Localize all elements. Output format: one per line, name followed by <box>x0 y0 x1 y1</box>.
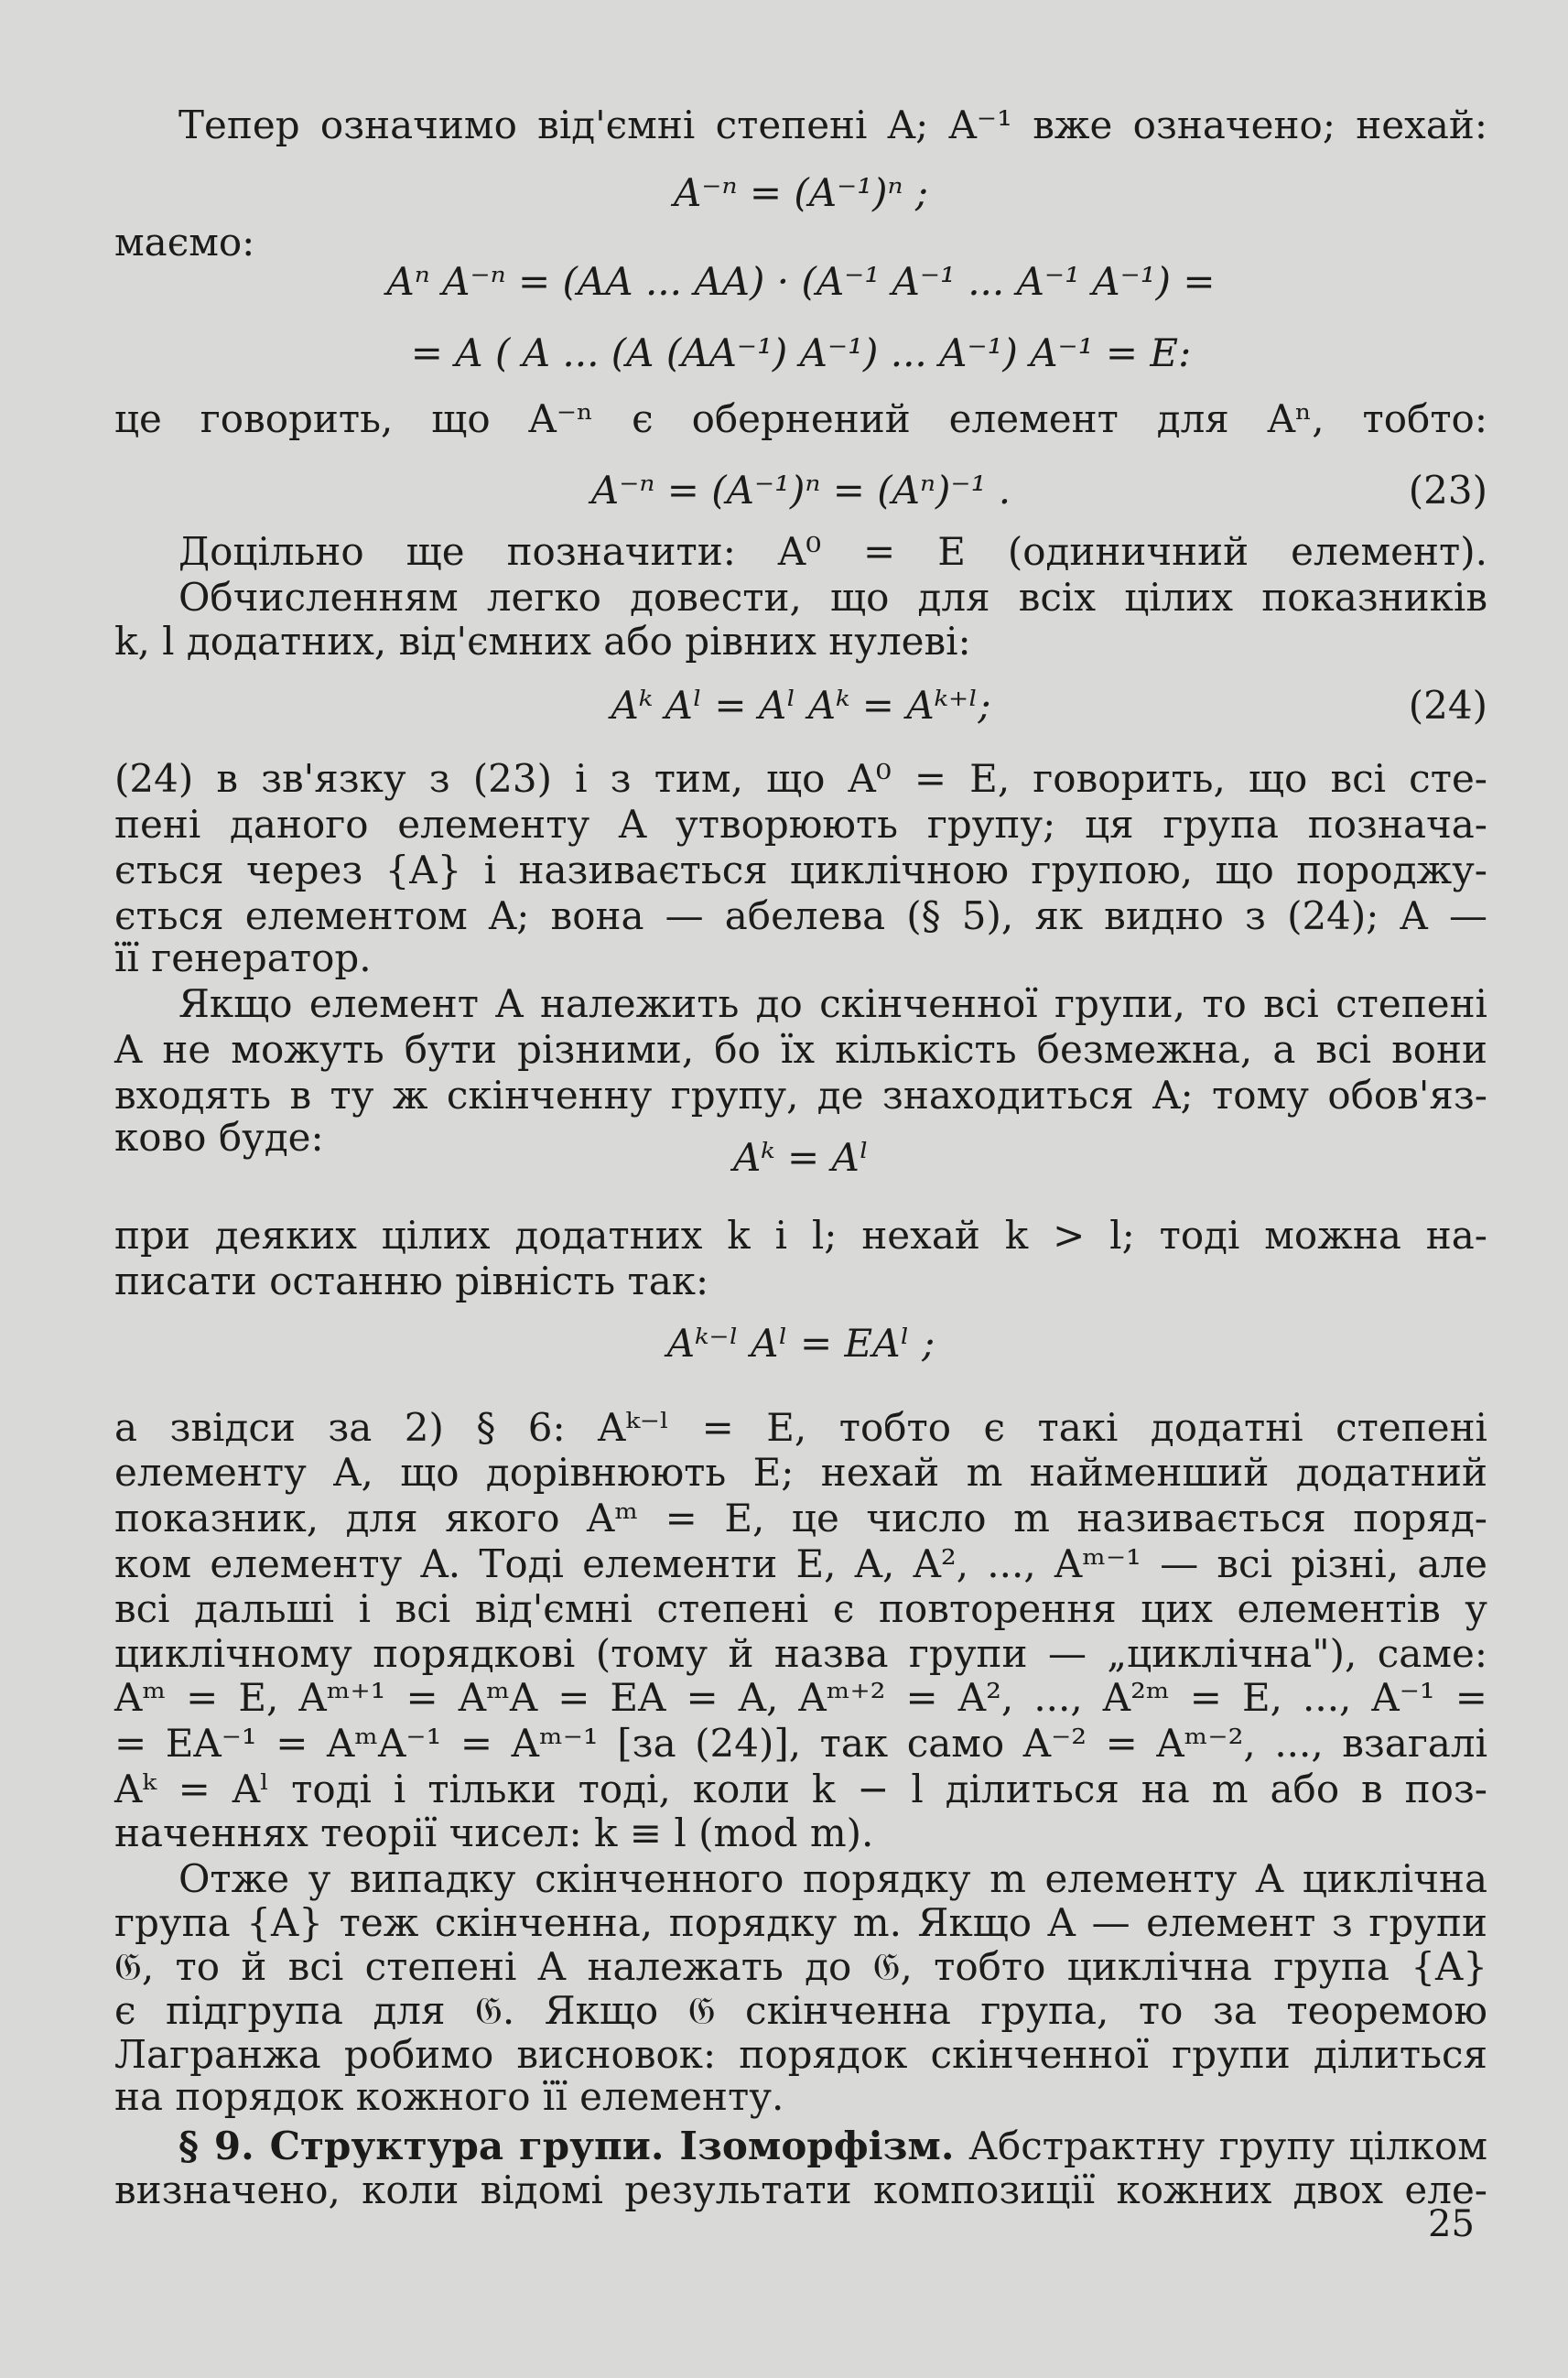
text-line: її генератор. <box>114 935 372 980</box>
text-line: ється через {A} і називається циклічною групою, що породжу- <box>114 848 1487 892</box>
section-heading-continuation: Абстрактну групу цілком <box>954 2124 1488 2168</box>
text-line: група {A} теж скінченна, порядку m. Якщо A — елемент з групи <box>114 1900 1487 1945</box>
formula-line: A⁻ⁿ = (A⁻¹)ⁿ = (Aⁿ)⁻¹ . <box>590 468 1011 513</box>
text-line: є підгрупа для 𝔊. Якщо 𝔊 скінченна група, то за теоремою <box>114 1988 1487 2033</box>
text-line: = EA⁻¹ = AᵐA⁻¹ = Aᵐ⁻¹ [за (24)], так само A⁻² = Aᵐ⁻², ..., взагалі <box>114 1721 1487 1766</box>
text-line: маємо: <box>114 220 255 265</box>
text-line: всі дальші і всі від'ємні степені є повторення цих елементів у <box>114 1586 1487 1631</box>
text-line: k, l додатних, від'ємних або рівних нулеві: <box>114 619 971 664</box>
text-line: визначено, коли відомі результати композиції кожних двох еле- <box>114 2167 1487 2212</box>
equation-number: (23) <box>1408 468 1487 513</box>
formula-line: Aᵏ Aˡ = Aˡ Aᵏ = Aᵏ⁺ˡ; <box>611 683 991 728</box>
text-line: писати останню рівність так: <box>114 1259 709 1303</box>
formula-line: Aᵏ = Aˡ <box>732 1135 870 1180</box>
text-line: Aᵐ = E, Aᵐ⁺¹ = AᵐA = EA = A, Aᵐ⁺² = A², ..., A²ᵐ = E, ..., A⁻¹ = <box>114 1675 1487 1720</box>
text-line: Aᵏ = Aˡ тоді і тільки тоді, коли k − l ділиться на m або в поз- <box>114 1767 1487 1811</box>
text-line: ється елементом A; вона — абелева (§ 5), як видно з (24); A — <box>114 893 1487 938</box>
text-line: 𝔊, то й всі степені A належать до 𝔊, тобто циклічна група {A} <box>114 1944 1487 1989</box>
text-line: наченнях теорії чисел: k ≡ l (mod m). <box>114 1811 874 1855</box>
text-line: Отже у випадку скінченного порядку m елементу A циклічна <box>178 1856 1487 1901</box>
text-line: при деяких цілих додатних k і l; нехай k > l; тоді можна на- <box>114 1213 1487 1258</box>
text-line: пені даного елементу A утворюють групу; ця група познача- <box>114 802 1487 847</box>
formula-line: A⁻ⁿ = (A⁻¹)ⁿ ; <box>673 170 929 215</box>
formula-line: = A ( A ... (A (AA⁻¹) A⁻¹) ... A⁻¹) A⁻¹ = E: <box>410 330 1192 375</box>
text-line: це говорить, що A⁻ⁿ є обернений елемент для Aⁿ, тобто: <box>114 396 1487 441</box>
text-line: циклічному порядкові (тому й назва групи — „циклічна"), саме: <box>114 1631 1487 1676</box>
formula-line: Aⁿ A⁻ⁿ = (AA ... AA) · (A⁻¹ A⁻¹ ... A⁻¹ A⁻¹) = <box>386 259 1216 304</box>
text-line: ком елементу A. Тоді елементи E, A, A², ..., Aᵐ⁻¹ — всі різні, але <box>114 1541 1487 1586</box>
text-line: Доцільно ще позначити: A⁰ = E (одиничний елемент). <box>178 529 1487 574</box>
text-line: Обчисленням легко довести, що для всіх цілих показників <box>178 575 1487 620</box>
text-line: елементу A, що дорівнюють E; нехай m найменший додатний <box>114 1450 1487 1495</box>
text-line: Якщо елемент A належить до скінченної групи, то всі степені <box>178 981 1487 1026</box>
text-line: Лагранжа робимо висновок: порядок скінченної групи ділиться <box>114 2032 1487 2077</box>
formula-line: Aᵏ⁻ˡ Aˡ = EAˡ ; <box>666 1321 935 1366</box>
section-heading-line <box>178 2124 1487 2169</box>
text-line: входять в ту ж скінченну групу, де знаходиться A; тому обов'яз- <box>114 1073 1487 1118</box>
page-number: 25 <box>1428 2203 1475 2245</box>
text-line: ково буде: <box>114 1115 324 1160</box>
text-line: Тепер означимо від'ємні степені A; A⁻¹ вже означено; нехай: <box>178 103 1487 147</box>
text-line: на порядок кожного її елементу. <box>114 2074 784 2119</box>
section-heading: § 9. Структура групи. Ізоморфізм. <box>178 2124 955 2168</box>
text-line: а звідси за 2) § 6: Aᵏ⁻ˡ = E, тобто є такі додатні степені <box>114 1405 1487 1450</box>
equation-number: (24) <box>1408 683 1487 728</box>
text-line: A не можуть бути різними, бо їх кількість безмежна, а всі вони <box>114 1027 1487 1072</box>
text-line: показник, для якого Aᵐ = E, це число m називається поряд- <box>114 1496 1487 1540</box>
text-line: (24) в зв'язку з (23) і з тим, що A⁰ = E, говорить, що всі сте- <box>114 756 1487 801</box>
